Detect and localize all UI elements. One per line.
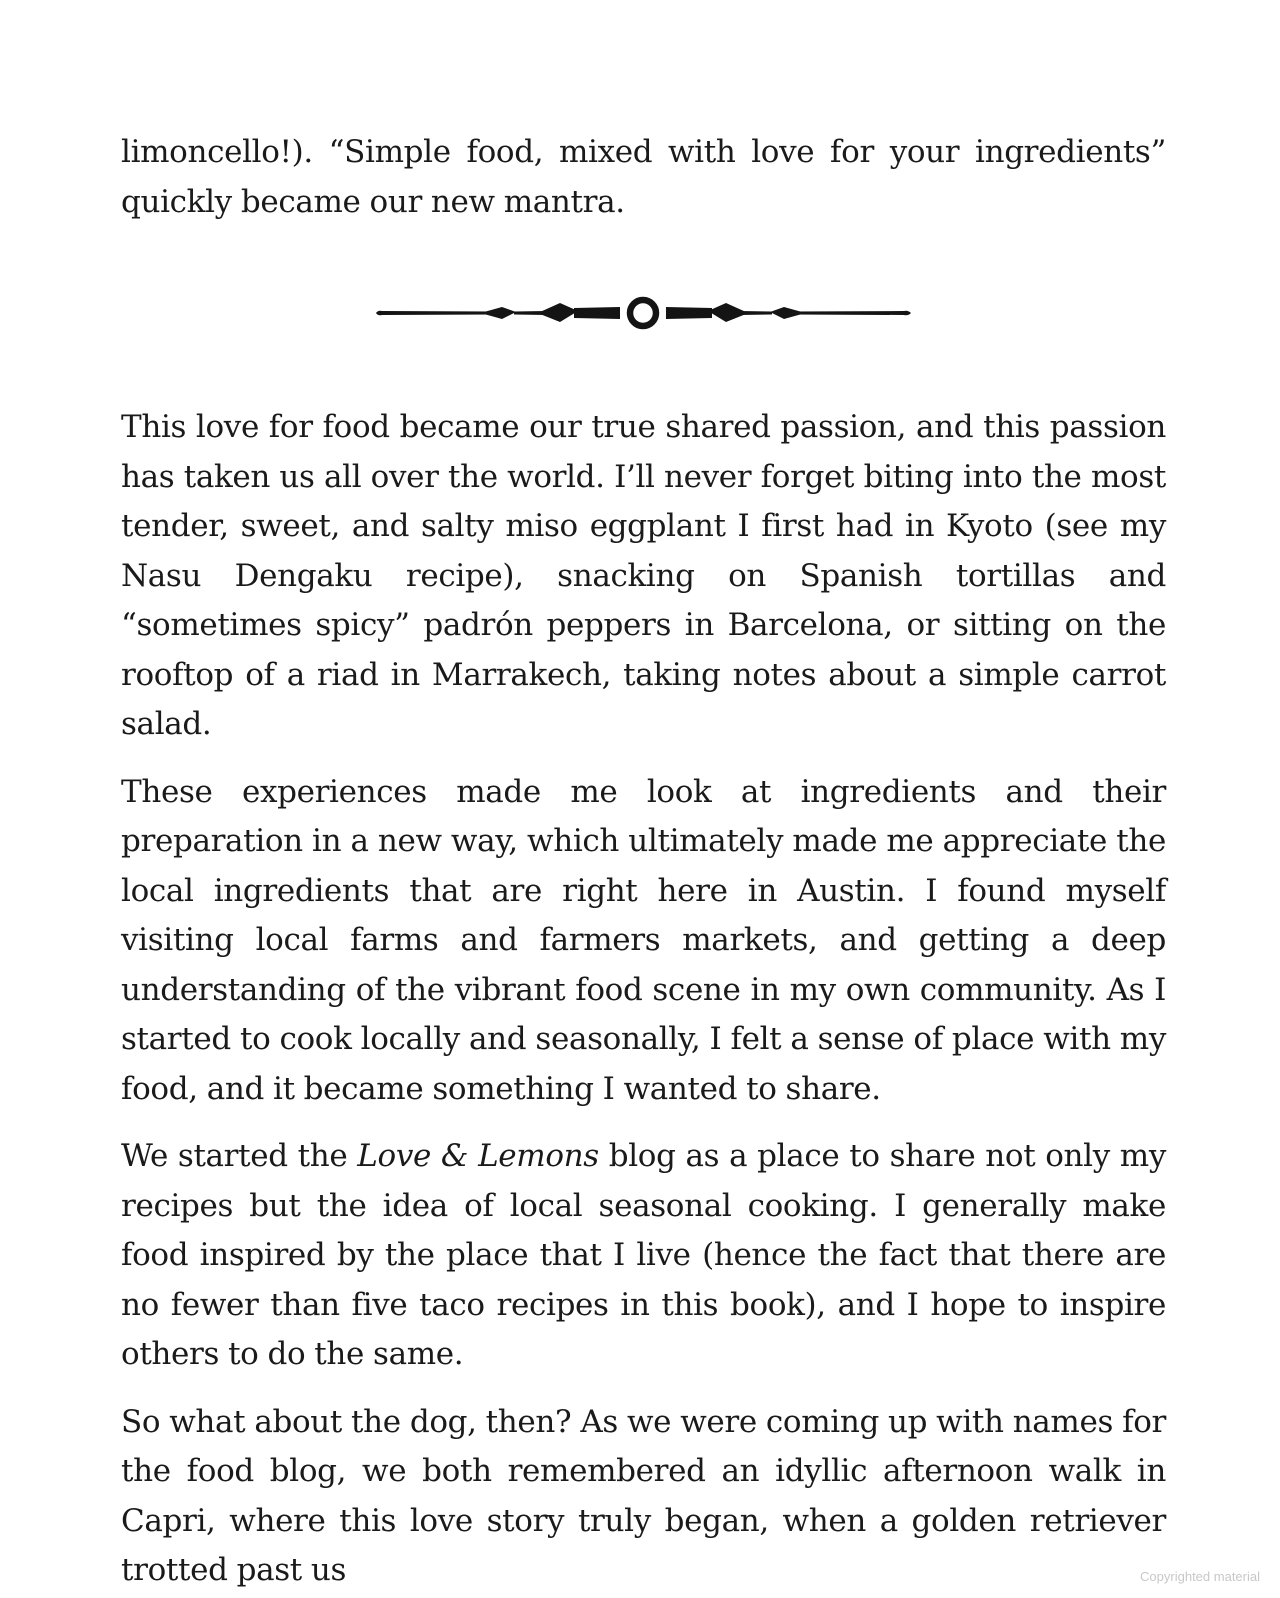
blog-title: Love & Lemons	[357, 1138, 599, 1174]
paragraph-dog: So what about the dog, then? As we were coming up with names for the food blog, we both remembered an idyllic afternoon walk in Capri, where this love story truly began, when a golden retriever trotted past us	[121, 1403, 1166, 1588]
paragraph-blog	[121, 1132, 1166, 1380]
paragraph-blog-before: We started the	[121, 1138, 358, 1174]
paragraph-experiences: These experiences made me look at ingredients and their preparation in a new way, which ultimately made me appreciate the local ingredients that are right here in Austin. I found myself visiting local farms and farmers markets, and getting a deep understanding of the vibrant food scene in my own community. As I started to cook locally and seasonally, I felt a sense of place with my food, and it became something I wanted to share.	[121, 773, 1166, 1107]
paragraph-blog-after: blog as a place to share not only my recipes but the idea of local seasonal cooking. I generally make food inspired by the place that I live (hence the fact that there are no fewer than five taco recipes in this book), and I hope to inspire others to do the same.	[121, 1138, 1166, 1372]
intro-paragraph: limoncello!). “Simple food, mixed with love for your ingredients” quickly became our new mantra.	[121, 134, 1166, 220]
ornamental-divider-icon	[374, 293, 914, 333]
body-text	[121, 403, 1166, 1596]
paragraph-travels: This love for food became our true shared passion, and this passion has taken us all over the world. I’ll never forget biting into the most tender, sweet, and salty miso eggplant I first had in Kyoto (see my Nasu Dengaku recipe), snacking on Spanish tortillas and “sometimes spicy” padrón peppers in Barcelona, or sitting on the rooftop of a riad in Marrakech, taking notes about a simple carrot salad.	[121, 409, 1166, 742]
book-page	[121, 128, 1166, 1596]
copyright-footer: Copyrighted material	[1140, 1569, 1260, 1584]
